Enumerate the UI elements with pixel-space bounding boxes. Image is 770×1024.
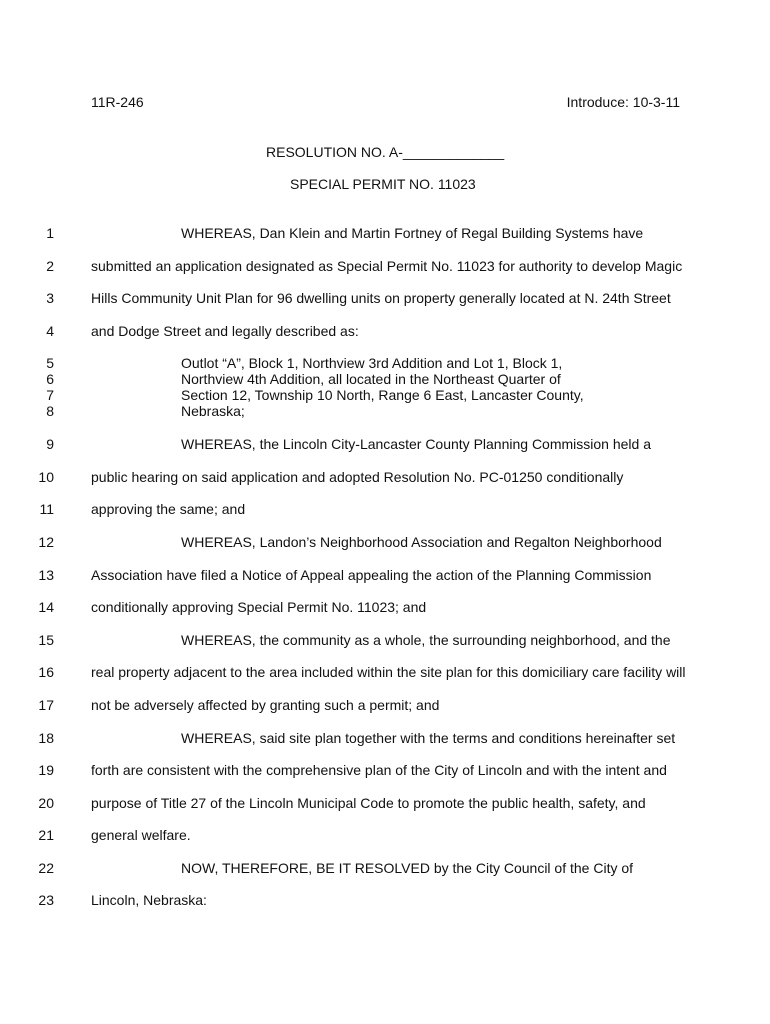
line-text: WHEREAS, said site plan together with the terms and conditions hereinafter set — [181, 730, 676, 746]
line-text: conditionally approving Special Permit No. 11023; and — [91, 599, 427, 615]
line-number: 10 — [38, 469, 54, 485]
line-number: 14 — [38, 599, 54, 615]
line-number: 16 — [38, 664, 54, 680]
line-text: submitted an application designated as Special Permit No. 11023 for authority to develop Magic — [91, 258, 683, 274]
line-number: 15 — [38, 632, 54, 648]
line-number: 3 — [46, 290, 54, 306]
line-text: real property adjacent to the area included within the site plan for this domiciliary care facility will — [91, 664, 686, 680]
line-text: and Dodge Street and legally described as: — [91, 323, 359, 339]
line-text: not be adversely affected by granting such a permit; and — [91, 697, 440, 713]
line-text: WHEREAS, the Lincoln City-Lancaster County Planning Commission held a — [181, 436, 651, 452]
file-number: 11R-246 — [91, 94, 144, 110]
line-number: 7 — [46, 387, 54, 403]
line-number: 19 — [38, 762, 54, 778]
line-number: 2 — [46, 258, 54, 274]
line-text: Hills Community Unit Plan for 96 dwelling units on property generally located at N. 24th Street — [91, 290, 671, 306]
special-permit-title: SPECIAL PERMIT NO. 11023 — [290, 176, 476, 192]
line-number: 9 — [46, 436, 54, 452]
line-number: 4 — [46, 323, 54, 339]
line-number: 21 — [38, 827, 54, 843]
line-text: WHEREAS, the community as a whole, the surrounding neighborhood, and the — [181, 632, 671, 648]
line-text: Lincoln, Nebraska: — [91, 892, 207, 908]
resolution-number: RESOLUTION NO. A-_____________ — [266, 144, 505, 160]
line-text: approving the same; and — [91, 501, 246, 517]
legal-description-line: Outlot “A”, Block 1, Northview 3rd Addition and Lot 1, Block 1, — [181, 355, 563, 371]
line-number: 1 — [46, 225, 54, 241]
line-text: WHEREAS, Dan Klein and Martin Fortney of Regal Building Systems have — [181, 225, 644, 241]
line-text: Association have filed a Notice of Appeal appealing the action of the Planning Commission — [91, 567, 652, 583]
line-number: 18 — [38, 730, 54, 746]
line-number: 17 — [38, 697, 54, 713]
introduce-date: Introduce: 10-3-11 — [566, 94, 680, 110]
line-number: 20 — [38, 795, 54, 811]
line-number: 13 — [38, 567, 54, 583]
line-number: 22 — [38, 860, 54, 876]
line-text: NOW, THEREFORE, BE IT RESOLVED by the City Council of the City of — [181, 860, 634, 876]
line-text: forth are consistent with the comprehensive plan of the City of Lincoln and with the intent and — [91, 762, 667, 778]
line-text: public hearing on said application and adopted Resolution No. PC-01250 conditionally — [91, 469, 624, 485]
line-text: general welfare. — [91, 827, 191, 843]
line-number: 11 — [39, 501, 54, 517]
line-number: 12 — [38, 534, 54, 550]
line-number: 8 — [46, 403, 54, 419]
legal-description-line: Nebraska; — [181, 403, 245, 419]
line-number: 6 — [46, 371, 54, 387]
legal-description-line: Northview 4th Addition, all located in the Northeast Quarter of — [181, 371, 561, 387]
legal-description-line: Section 12, Township 10 North, Range 6 East, Lancaster County, — [181, 387, 584, 403]
line-number: 23 — [38, 892, 54, 908]
line-text: purpose of Title 27 of the Lincoln Municipal Code to promote the public health, safety, and — [91, 795, 646, 811]
line-text: WHEREAS, Landon’s Neighborhood Association and Regalton Neighborhood — [181, 534, 662, 550]
line-number: 5 — [46, 355, 54, 371]
